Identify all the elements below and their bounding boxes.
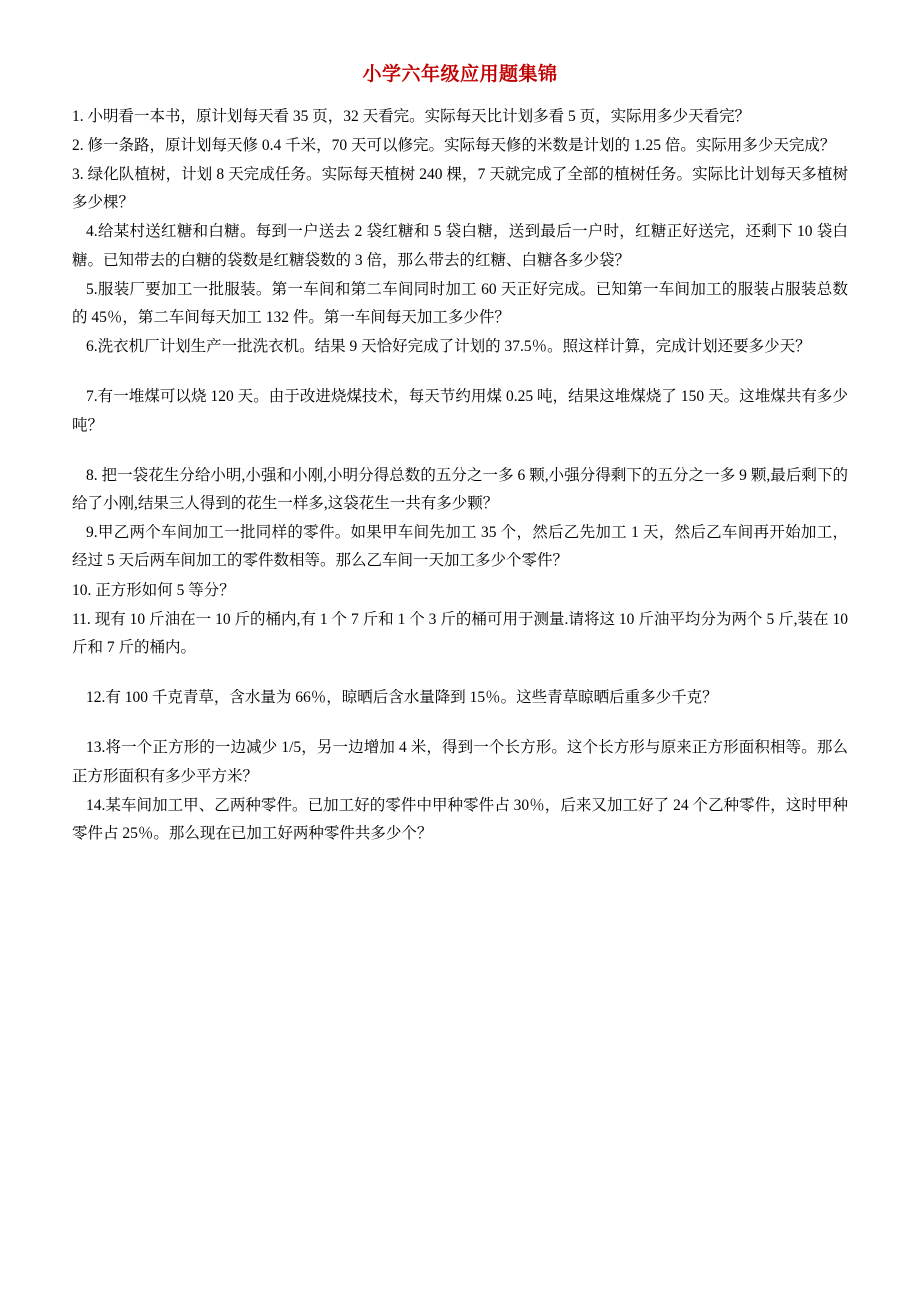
- problem-item: 5.服装厂要加工一批服装。第一车间和第二车间同时加工 60 天正好完成。已知第一车间加工的服装占服装总数的 45％，第二车间每天加工 132 件。第一车间每天加工多少件？: [72, 280, 848, 327]
- problem-item: 12.有 100 千克青草，含水量为 66％，晾晒后含水量降到 15％。这些青草晾晒后重多少千克？: [86, 689, 718, 707]
- problem-item: 11. 现有 10 斤油在一 10 斤的桶内,有 1 个 7 斤和 1 个 3 斤的桶可用于测量.请将这 10 斤油平均分为两个 5 斤,装在 10 斤和 7 斤的桶内。: [72, 610, 848, 657]
- problem-item: 3. 绿化队植树，计划 8 天完成任务。实际每天植树 240 棵，7 天就完成了全部的植树任务。实际比计划每天多植树多少棵？: [72, 166, 848, 212]
- problem-item: 4.给某村送红糖和白糖。每到一户送去 2 袋红糖和 5 袋白糖，送到最后一户时，红糖正好送完，还剩下 10 袋白糖。已知带去的白糖的袋数是红糖袋数的 3 倍，那么带去的红糖、白糖各多少袋？: [72, 223, 848, 269]
- problem-item: 14.某车间加工甲、乙两种零件。已加工好的零件中甲种零件占 30％，后来又加工好了 24 个乙种零件，这时甲种零件占 25％。那么现在已加工好两种零件共多少个？: [72, 796, 848, 843]
- page-title: 小学六年级应用题集锦: [362, 64, 558, 85]
- problem-item: 10. 正方形如何 5 等分？: [72, 581, 235, 599]
- problem-item: 6.洗衣机厂计划生产一批洗衣机。结果 9 天恰好完成了计划的 37.5％。照这样计算，完成计划还要多少天？: [86, 338, 811, 356]
- problem-item: 7.有一堆煤可以烧 120 天。由于改进烧煤技术，每天节约用煤 0.25 吨，结果这堆煤烧了 150 天。这堆煤共有多少吨？: [72, 388, 848, 434]
- problem-item: 8. 把一袋花生分给小明,小强和小刚,小明分得总数的五分之一多 6 颗,小强分得剩下的五分之一多 9 颗,最后剩下的给了小刚,结果三人得到的花生一样多,这袋花生一共有多少颗？: [72, 466, 848, 513]
- problem-item: 9.甲乙两个车间加工一批同样的零件。如果甲车间先加工 35 个，然后乙先加工 1 天，然后乙车间再开始加工，经过 5 天后两车间加工的零件数相等。那么乙车间一天加工多少个零件？: [72, 524, 848, 570]
- problem-item: 13.将一个正方形的一边减少 1/5，另一边增加 4 米，得到一个长方形。这个长方形与原来正方形面积相等。那么正方形面积有多少平方米？: [72, 739, 848, 785]
- problem-item: 2. 修一条路，原计划每天修 0.4 千米，70 天可以修完。实际每天修的米数是计划的 1.25 倍。实际用多少天完成？: [72, 136, 836, 154]
- problem-item: 1. 小明看一本书，原计划每天看 35 页，32 天看完。实际每天比计划多看 5 页，实际用多少天看完？: [72, 107, 751, 125]
- problem-list: [72, 103, 848, 849]
